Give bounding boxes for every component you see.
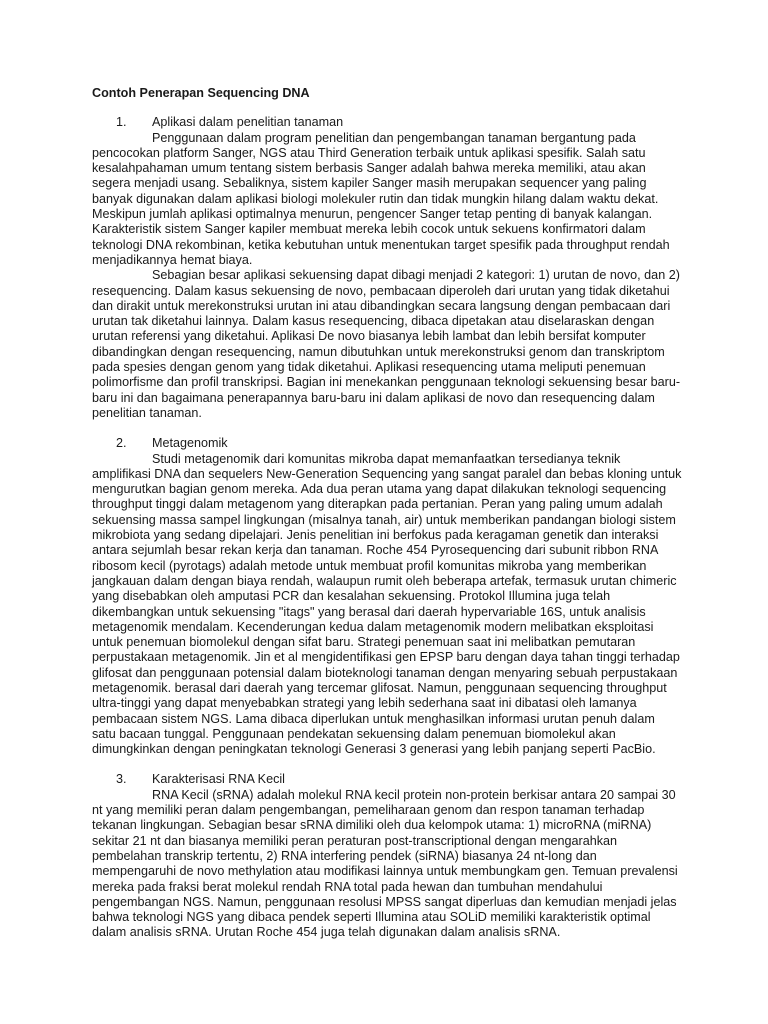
spacer: [92, 421, 682, 436]
section-heading: [92, 772, 682, 787]
paragraph: Studi metagenomik dari komunitas mikroba dapat memanfaatkan tersedianya teknik amplifikasi DNA dan sequelers New-Generation Sequencing yang sangat paralel dan bebas kloning untuk mengurutkan bagian genom mereka. Ada dua peran utama yang dapat dilakukan teknologi sequencing throughput tinggi dalam metagenom yang diterapkan pada pertanian. Peran yang paling umum adalah sekuensing massa sampel lingkungan (misalnya tanah, air) untuk memberikan pandangan biologi sistem mikrobiota yang sedang dipelajari. Jenis penelitian ini berfokus pada keragaman genetik dan interaksi antara sejumlah besar rekan kerja dan tanaman. Roche 454 Pyrosequencing dari subunit ribbon RNA ribosom kecil (pyrotags) adalah metode untuk membuat profil komunitas mikroba yang memberikan jangkauan dalam dengan biaya rendah, walaupun rumit oleh beberapa artefak, termasuk urutan chimeric yang disebabkan oleh amputasi PCR dan kesalahan sekuensing. Protokol Illumina juga telah dikembangkan untuk sekuensing "itags" yang berasal dari daerah hypervariable 16S, untuk analisis metagenomik mendalam. Kecenderungan kedua dalam metagenomik modern melibatkan eksploitasi untuk penemuan biomolekul dengan sifat baru. Strategi penemuan saat ini melibatkan pemutaran perpustakaan metagenomik. Jin et al mengidentifikasi gen EPSP baru dengan daya tahan tinggi terhadap glifosat dan penggunaan potensial dalam bioteknologi tanaman dengan menyaring sebuah perpustakaan metagenomik. berasal dari daerah yang tercemar glifosat. Namun, penggunaan sequencing throughput ultra-tinggi yang dapat menyebabkan strategi yang lebih sederhana saat ini dibatasi oleh lamanya pembacaan sistem NGS. Lama dibaca diperlukan untuk menghasilkan informasi urutan penuh dalam satu bacaan tunggal. Penggunaan pendekatan sekuensing dalam penemuan biomolekul akan dimungkinkan dengan peningkatan teknologi Generasi 3 generasi yang lebih panjang seperti PacBio.: [92, 451, 682, 757]
document-title: Contoh Penerapan Sequencing DNA: [92, 86, 310, 100]
section-small-rna: [92, 772, 682, 940]
section-heading: [92, 436, 682, 451]
section-title: Metagenomik: [152, 436, 228, 451]
section-number: 3.: [116, 772, 127, 787]
section-title: Karakterisasi RNA Kecil: [152, 772, 285, 787]
spacer: [92, 757, 682, 772]
section-number: 1.: [116, 115, 127, 130]
section-heading: [92, 115, 682, 130]
section-title: Aplikasi dalam penelitian tanaman: [152, 115, 344, 130]
paragraph: Penggunaan dalam program penelitian dan pengembangan tanaman bergantung pada pencocokan platform Sanger, NGS atau Third Generation terbaik untuk aplikasi spesifik. Salah satu kesalahpahaman umum tentang sistem berbasis Sanger adalah bahwa mereka memiliki, atau akan segera menjadi usang. Sebaliknya, sistem kapiler Sanger masih merupakan sequencer yang paling banyak digunakan dalam aplikasi biologi molekuler rutin dan tidak mungkin hilang dalam waktu dekat. Meskipun jumlah aplikasi optimalnya menurun, pengencer Sanger tetap penting di banyak kalangan. Karakteristik sistem Sanger kapiler membuat mereka lebih cocok untuk sekuens konfirmatori dalam teknologi DNA rekombinan, ketika kebutuhan untuk menentukan target spesifik pada throughput rendah menjadikannya hemat biaya.: [92, 130, 670, 267]
section-number: 2.: [116, 436, 127, 451]
paragraph: RNA Kecil (sRNA) adalah molekul RNA kecil protein non-protein berkisar antara 20 sampai 30 nt yang memiliki peran dalam pengembangan, pemeliharaan genom dan respon tanaman terhadap tekanan lingkungan. Sebagian besar sRNA dimiliki oleh dua kelompok utama: 1) microRNA (miRNA) sekitar 21 nt dan biasanya memiliki peran peraturan post-transcriptional dengan mengarahkan pembelahan transkrip tertentu, 2) RNA interfering pendek (siRNA) biasanya 24 nt-long dan mempengaruhi de novo methylation atau modifikasi lainnya untuk membungkam gen. Temuan prevalensi mereka pada fraksi berat molekul rendah RNA total pada hewan dan tumbuhan mendahului pengembangan NGS. Namun, penggunaan resolusi MPSS sangat diperluas dan kemudian menjadi jelas bahwa teknologi NGS yang dibaca pendek seperti Illumina atau SOLiD memiliki karakteristik optimal dalam analisis sRNA. Urutan Roche 454 juga telah digunakan dalam analisis sRNA.: [92, 787, 678, 940]
section-metagenomics: [92, 436, 682, 757]
paragraph: Sebagian besar aplikasi sekuensing dapat dibagi menjadi 2 kategori: 1) urutan de novo, dan 2) resequencing. Dalam kasus sekuensing de novo, pembacaan diperoleh dari urutan yang tidak diketahui dan dirakit untuk merekonstruksi urutan ini atau dibandingkan secara langsung dengan pembacaan dari urutan tak diketahui lainnya. Dalam kasus resequencing, dibaca dipetakan atau diselaraskan dengan urutan referensi yang diketahui. Aplikasi De novo biasanya lebih lambat dan lebih bersifat komputer dibandingkan dengan resequencing, namun dibutuhkan untuk merekonstruksi genom dan transkriptom pada spesies dengan genom yang tidak diketahui. Aplikasi resequencing utama meliputi penemuan polimorfisme dan profil transkripsi. Bagian ini menekankan penggunaan teknologi sekuensing besar baru-baru ini dan bagaimana penerapannya baru-baru ini dalam aplikasi de novo dan resequencing dalam penelitian tanaman.: [92, 268, 681, 420]
section-plant-research: [92, 115, 682, 421]
document-page: [92, 86, 682, 941]
